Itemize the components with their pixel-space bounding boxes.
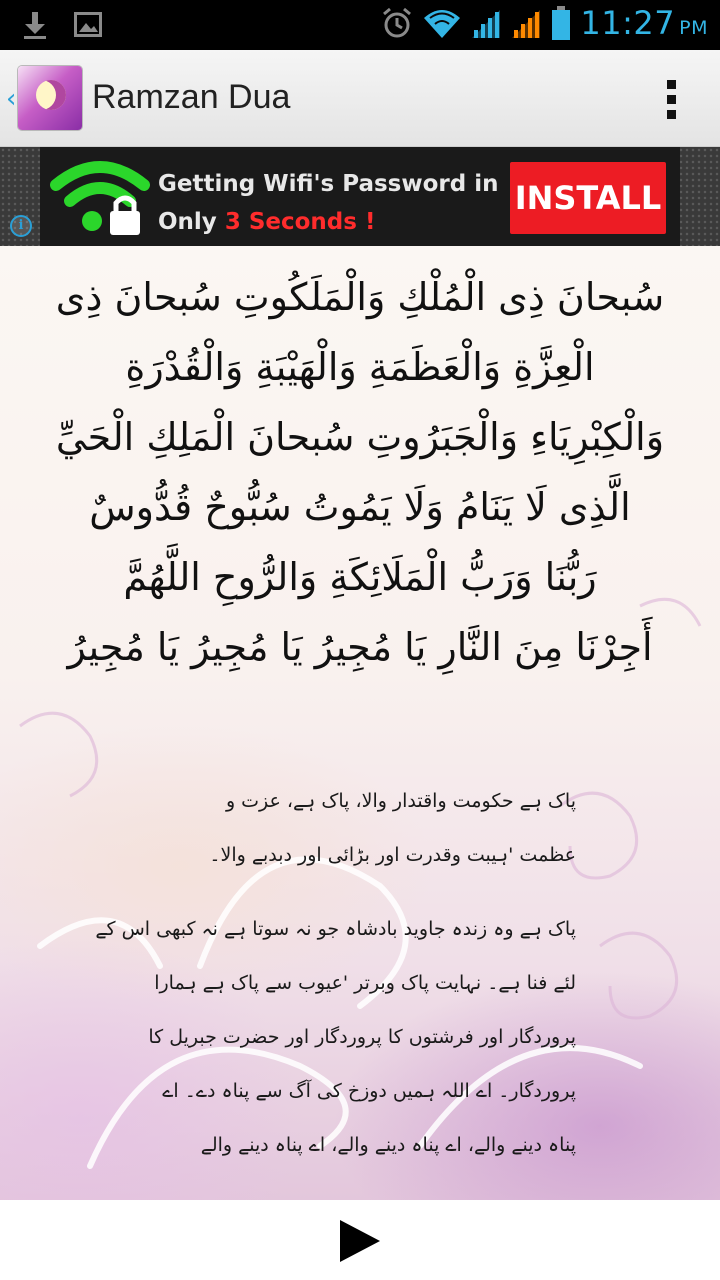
urdu-line: پروردگار اور فرشتوں کا پروردگار اور حضرت جبریل کا	[148, 1026, 576, 1048]
app-icon[interactable]	[18, 66, 82, 130]
arabic-line: رَبُّنَا وَرَبُّ الْمَلَائِكَةِ وَالرُّوحِ اللَّهُمَّ	[123, 555, 597, 599]
signal-icon	[510, 6, 542, 40]
battery-icon	[550, 5, 572, 41]
arabic-dua	[40, 262, 680, 682]
ad-line-1: Getting Wifi's Password in	[158, 171, 499, 197]
ad-banner[interactable]	[0, 147, 720, 246]
ad-line-2-prefix: Only	[158, 209, 225, 235]
urdu-line: پناہ دینے والے، اے پناہ دینے والے، اے پناہ دینے والے	[200, 1134, 576, 1156]
arabic-line: وَالْكِبْرِيَاءِ وَالْجَبَرُوتِ سُبحانَ الْمَلِكِ الْحَيِّ	[55, 415, 665, 459]
ad-info-icon[interactable]: i	[10, 215, 32, 237]
alarm-icon	[380, 6, 414, 40]
status-bar	[0, 0, 720, 50]
overflow-menu-icon[interactable]	[667, 80, 676, 119]
download-icon	[22, 10, 48, 40]
signal-icon	[470, 6, 502, 40]
player-bar	[0, 1200, 720, 1280]
wifi-icon	[422, 6, 462, 40]
arabic-line: أَجِرْنَا مِنَ النَّارِ يَا مُجِيرُ يَا مُجِيرُ يَا مُجِيرُ	[67, 625, 653, 669]
clock	[580, 4, 708, 42]
image-icon	[74, 10, 102, 38]
arabic-line: الَّذِى لَا يَنَامُ وَلَا يَمُوتُ سُبُّوحٌ قُدُّوسٌ	[89, 485, 631, 529]
ad-content[interactable]	[40, 147, 680, 246]
urdu-line: پاک ہے وہ زندہ جاوید بادشاہ جو نہ سوتا ہے نہ کبھی اس کے	[95, 918, 576, 940]
install-button[interactable]: INSTALL	[510, 162, 666, 234]
ad-text	[158, 165, 499, 241]
ad-line-2-highlight: 3 Seconds !	[224, 209, 376, 235]
crescent-icon	[36, 80, 66, 110]
clock-time: 11:27	[580, 4, 676, 42]
urdu-translation	[95, 774, 576, 1172]
urdu-line: پروردگار۔ اے اللہ ہمیں دوزخ کی آگ سے پناہ دے۔ اے	[162, 1080, 576, 1102]
app-title: Ramzan Dua	[92, 78, 291, 116]
up-caret-icon[interactable]: ‹	[6, 84, 17, 114]
dua-content[interactable]	[0, 246, 720, 1200]
urdu-line: لئے فنا ہے۔ نہایت پاک وبرتر 'عیوب سے پاک ہے ہمارا	[154, 972, 576, 994]
urdu-line: پاک ہے حکومت واقتدار والا، پاک ہے، عزت و	[225, 790, 576, 812]
ad-line-2	[158, 203, 499, 241]
wifi-lock-icon	[50, 155, 150, 241]
play-icon[interactable]	[340, 1220, 380, 1262]
urdu-line: عظمت 'ہیبت وقدرت اور بڑائی اور دبدبے والا۔	[209, 844, 576, 866]
action-bar	[0, 50, 720, 147]
clock-ampm: PM	[679, 17, 708, 39]
arabic-line: سُبحانَ ذِى الْمُلْكِ وَالْمَلَكُوتِ سُبحانَ ذِى	[55, 275, 665, 319]
arabic-line: الْعِزَّةِ وَالْعَظَمَةِ وَالْهَيْبَةِ وَالْقُدْرَةِ	[125, 345, 595, 389]
